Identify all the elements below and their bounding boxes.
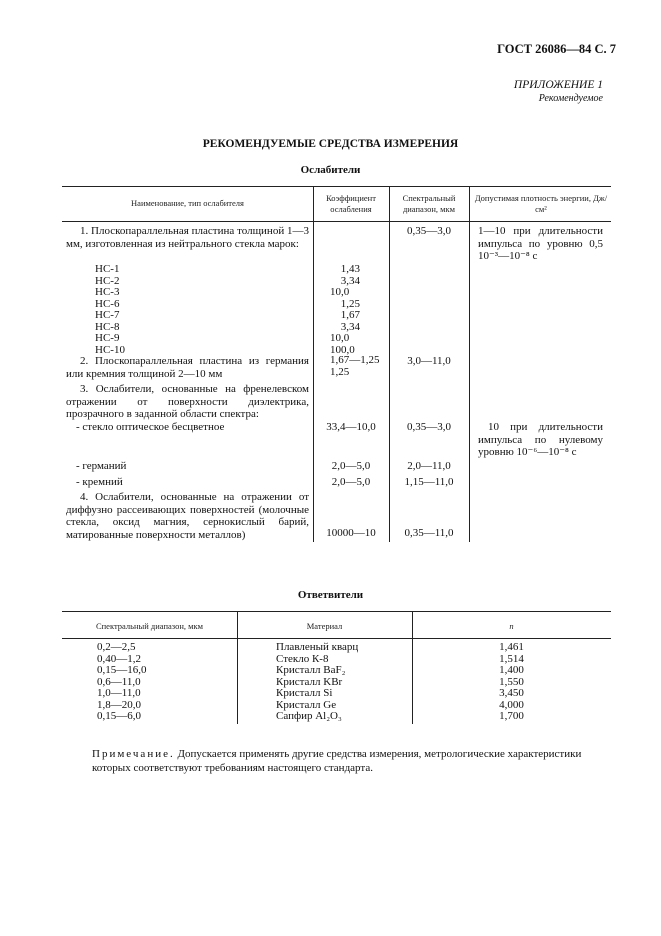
table-cell-n: 1,700 bbox=[499, 710, 524, 722]
table-cell-range: 0,15—6,0 bbox=[97, 710, 141, 722]
table-cell-range: 1,8—20,0 bbox=[97, 698, 141, 711]
splitter-range-list bbox=[97, 642, 147, 723]
table-cell-material: Сапфир Al₂O₃ bbox=[276, 710, 342, 722]
item3b-text: - германий bbox=[76, 460, 127, 472]
table-cell-n: 1,550 bbox=[499, 675, 524, 688]
document-reference: ГОСТ 26086—84 С. 7 bbox=[497, 42, 616, 56]
note-text: Допускается применять другие средства измерения, метрологические характеристики которых соответствуют требованиям настоящего стандарта. bbox=[92, 748, 582, 774]
item3a-coef: 33,4—10,0 bbox=[326, 421, 376, 433]
col-header-range: Спектральный диапазон, мкм bbox=[95, 621, 204, 631]
item3a-text: - стекло оптическое бесцветное bbox=[76, 421, 225, 433]
item1-text: 1. Плоскопараллельная пластина толщиной 1—3 мм, изготовленная из нейтрального стекла марок: bbox=[66, 225, 309, 250]
item3c-range: 1,15—11,0 bbox=[404, 476, 454, 488]
column-divider bbox=[313, 186, 314, 542]
table-cell-material: Кристалл BaF₂ bbox=[276, 664, 346, 676]
list-item: НС-9 bbox=[95, 332, 120, 344]
glass-marks-list bbox=[95, 264, 125, 356]
table-cell-n: 4,000 bbox=[499, 698, 524, 711]
item4-text: 4. Ослабители, основанные на отражении от диффузно рассеивающих поверхностей (молочные стекла, оксид магния, сернокислый барий, матированные поверхности металлов) bbox=[66, 491, 309, 541]
item2-text: 2. Плоскопараллельная пластина из германия или кремния толщиной 2—10 мм bbox=[66, 355, 309, 380]
list-item: НС-8 bbox=[95, 320, 120, 333]
glass-coefs-list bbox=[330, 264, 360, 356]
item3c-coef: 2,0—5,0 bbox=[331, 476, 371, 488]
list-item: 10,0 bbox=[330, 332, 350, 344]
note-paragraph bbox=[92, 747, 614, 775]
col-header-name: Наименование, тип ослабителя bbox=[131, 198, 244, 208]
splitter-material-list bbox=[276, 642, 358, 723]
list-item: НС-7 bbox=[95, 309, 120, 321]
note-label: Примечание. bbox=[92, 748, 175, 760]
item2-range: 3,0—11,0 bbox=[407, 355, 451, 367]
item1-range: 0,35—3,0 bbox=[407, 225, 451, 237]
col-header-range: Спектральный диапазон, мкм bbox=[402, 193, 456, 214]
attenuators-subtitle: Ослабители bbox=[300, 164, 361, 176]
table-cell-range: 1,0—11,0 bbox=[97, 687, 141, 699]
column-divider bbox=[469, 186, 470, 542]
list-item: 1,67 bbox=[340, 309, 360, 321]
table-rule-top bbox=[62, 611, 611, 612]
item2-coef: 1,67—1,25 1,25 bbox=[330, 354, 380, 378]
table-cell-range: 0,6—11,0 bbox=[97, 675, 141, 688]
table-cell-material: Кристалл KBr bbox=[276, 675, 343, 688]
col-header-material: Материал bbox=[306, 621, 343, 631]
page-title: РЕКОМЕНДУЕМЫЕ СРЕДСТВА ИЗМЕРЕНИЯ bbox=[202, 138, 459, 150]
table-cell-range: 0,2—2,5 bbox=[97, 641, 136, 653]
item3b-coef: 2,0—5,0 bbox=[331, 460, 371, 472]
table-rule-top bbox=[62, 186, 611, 187]
list-item: НС-6 bbox=[95, 297, 120, 310]
list-item: НС-1 bbox=[95, 263, 120, 275]
list-item: 3,34 bbox=[340, 274, 360, 287]
appendix-status: Рекомендуемое bbox=[538, 93, 603, 104]
table-cell-range: 0,15—16,0 bbox=[97, 664, 147, 676]
appendix-label: ПРИЛОЖЕНИЕ 1 bbox=[513, 79, 603, 91]
item1-energy: 1—10 при длительности импульса по уровню 0,5 10⁻³—10⁻⁸ с bbox=[478, 225, 603, 262]
table-cell-range: 0,40—1,2 bbox=[97, 652, 141, 665]
list-item: НС-3 bbox=[95, 286, 120, 298]
table-cell-n: 1,400 bbox=[499, 664, 524, 676]
col-header-coef: Коэффициент ослабления bbox=[326, 193, 376, 214]
item3b-range: 2,0—11,0 bbox=[407, 460, 451, 472]
table-cell-material: Стекло К-8 bbox=[276, 652, 329, 665]
table-rule-header bbox=[62, 221, 611, 222]
table-cell-n: 3,450 bbox=[499, 687, 524, 699]
table-cell-n: 1,461 bbox=[499, 641, 524, 653]
list-item: НС-10 bbox=[95, 343, 125, 356]
item3-text: 3. Ослабители, основанные на френелевском отражении от поверхности диэлектрика, прозрачного в заданной области спектра: bbox=[66, 383, 309, 420]
list-item: 10,0 bbox=[330, 286, 350, 298]
list-item: 1,43 bbox=[340, 263, 360, 275]
table-cell-n: 1,514 bbox=[499, 652, 524, 665]
item3-energy: 10 при длительности импульса по нулевому уровню 10⁻⁶—10⁻⁸ с bbox=[478, 421, 603, 458]
splitters-subtitle: Ответвители bbox=[297, 589, 364, 601]
table-cell-material: Кристалл Si bbox=[276, 687, 333, 699]
table-cell-material: Кристалл Ge bbox=[276, 698, 337, 711]
list-item: 3,34 bbox=[340, 320, 360, 333]
list-item: 100,0 bbox=[330, 343, 355, 356]
splitter-n-list bbox=[412, 642, 611, 723]
col-header-n: n bbox=[509, 621, 514, 631]
list-item: 1,25 bbox=[340, 297, 360, 310]
item3c-text: - кремний bbox=[76, 476, 123, 488]
item3a-range: 0,35—3,0 bbox=[407, 421, 451, 433]
item4-range: 0,35—11,0 bbox=[404, 527, 454, 539]
item4-coef: 10000—10 bbox=[326, 527, 376, 539]
col-header-energy: Допустимая плотность энергии, Дж/см² bbox=[474, 193, 608, 214]
table-cell-material: Плавленый кварц bbox=[276, 641, 359, 653]
list-item: НС-2 bbox=[95, 274, 120, 287]
table-rule-header bbox=[62, 638, 611, 639]
